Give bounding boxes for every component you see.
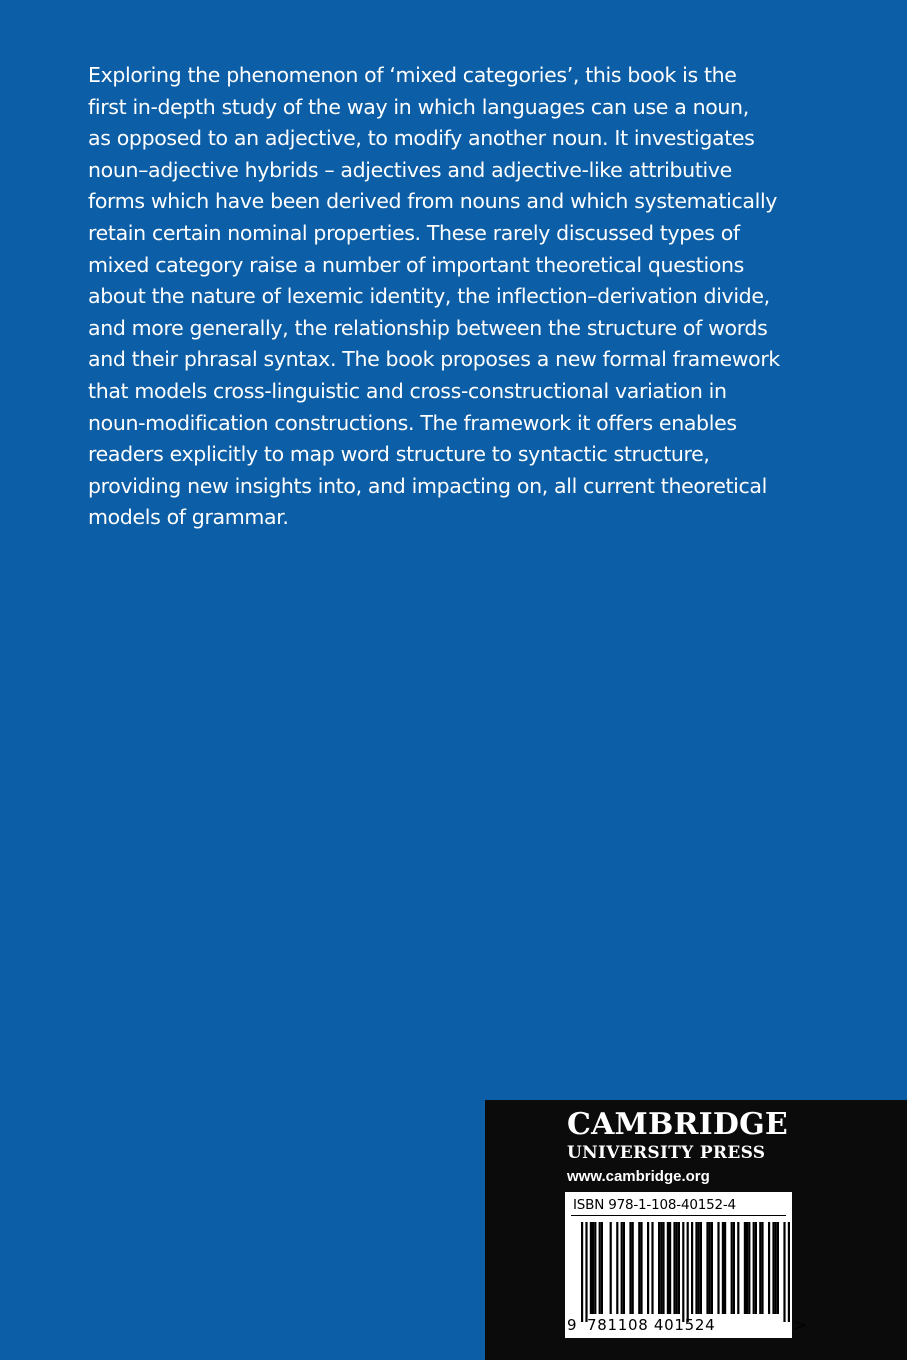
barcode-bar [717,1222,719,1314]
barcode-bar [632,1222,634,1314]
barcode-bar [592,1222,594,1314]
barcode-bar [711,1222,713,1314]
blurb-line: and their phrasal syntax. The book proposes a new formal framework [88,347,780,372]
blurb-line: readers explicitly to map word structure to syntactic structure, [88,442,710,467]
barcode-bar [651,1222,653,1314]
barcode-bar [629,1222,631,1314]
blurb-line: as opposed to an adjective, to modify another noun. It investigates [88,126,755,151]
isbn-text: ISBN 978-1-108-40152-4 [573,1197,736,1213]
blurb-line: Exploring the phenomenon of ‘mixed categories’, this book is the [88,63,737,87]
barcode-bar [594,1222,596,1314]
ean-digits: 781108 401524 [587,1316,716,1334]
publisher-logo [567,1108,788,1164]
quiet-zone-mark: > [794,1316,807,1334]
barcode-bar [610,1222,612,1314]
barcode-bar [731,1222,733,1314]
blurb-line: noun–adjective hybrids – adjectives and adjective-like attributive [88,157,732,182]
barcode-bar [724,1222,726,1314]
barcode-bar [599,1222,601,1314]
barcode-bar [590,1222,592,1314]
barcode-bar [581,1222,583,1322]
blurb-line: noun-modification constructions. The framework it offers enables [88,410,737,435]
barcode-bar [722,1222,724,1314]
barcode-label [565,1192,807,1338]
blurb-line: models of grammar. [88,505,289,530]
barcode-bar [676,1222,678,1314]
barcode-bar [667,1222,669,1314]
blurb-text [88,60,888,534]
barcode-bar [640,1222,642,1314]
barcode-bar [783,1222,785,1322]
blurb-line: that models cross-linguistic and cross-constructional variation in [88,378,727,403]
barcode-bar [616,1222,618,1314]
publisher-subname: UNIVERSITY PRESS [567,1143,766,1163]
barcode-bar [709,1222,711,1314]
barcode-bar [695,1222,697,1314]
barcode-bar [669,1222,671,1314]
barcode-bar [673,1222,675,1314]
barcode-bar [788,1222,790,1322]
barcode-bar [585,1222,587,1322]
blurb-line: mixed category raise a number of important theoretical questions [88,252,744,277]
barcode-bar [662,1222,664,1314]
barcode-bar [755,1222,757,1314]
barcode-bar [601,1222,603,1314]
barcode-bar [759,1222,761,1314]
barcode-bar [768,1222,770,1314]
ean-lead-digit: 9 [567,1316,577,1334]
barcode-bar [647,1222,649,1314]
barcode-bar [772,1222,774,1314]
publisher-name: CAMBRIDGE [567,1107,788,1142]
blurb-line: forms which have been derived from nouns and which systematically [88,189,778,214]
blurb-line: retain certain nominal properties. These rarely discussed types of [88,220,740,245]
barcode-bar [687,1222,689,1322]
publisher-panel [485,1100,907,1360]
barcode-bar [753,1222,755,1314]
barcode-bar [744,1222,746,1314]
barcode-bar [700,1222,702,1314]
blurb-line: first in-depth study of the way in which languages can use a noun, [88,94,749,119]
barcode-bar [746,1222,748,1314]
barcode-bar [691,1222,693,1314]
barcode-bar [678,1222,680,1314]
barcode-bar [737,1222,739,1314]
barcode-bar [621,1222,623,1314]
barcode-bar [777,1222,779,1314]
barcode-bar [682,1222,684,1322]
barcode-bar [658,1222,660,1314]
blurb-line: providing new insights into, and impacting on, all current theoretical [88,473,767,498]
barcode-bar [660,1222,662,1314]
barcode-bar [775,1222,777,1314]
barcode-bar [748,1222,750,1314]
barcode-bar [706,1222,708,1314]
barcode-bar [698,1222,700,1314]
publisher-url: www.cambridge.org [567,1168,710,1185]
barcode-bar [733,1222,735,1314]
barcode-bar [623,1222,625,1314]
isbn-divider [571,1215,786,1216]
blurb-line: and more generally, the relationship between the structure of words [88,315,768,340]
blurb-line: about the nature of lexemic identity, the inflection–derivation divide, [88,284,770,309]
barcode-bar [638,1222,640,1314]
barcode-bar [761,1222,763,1314]
